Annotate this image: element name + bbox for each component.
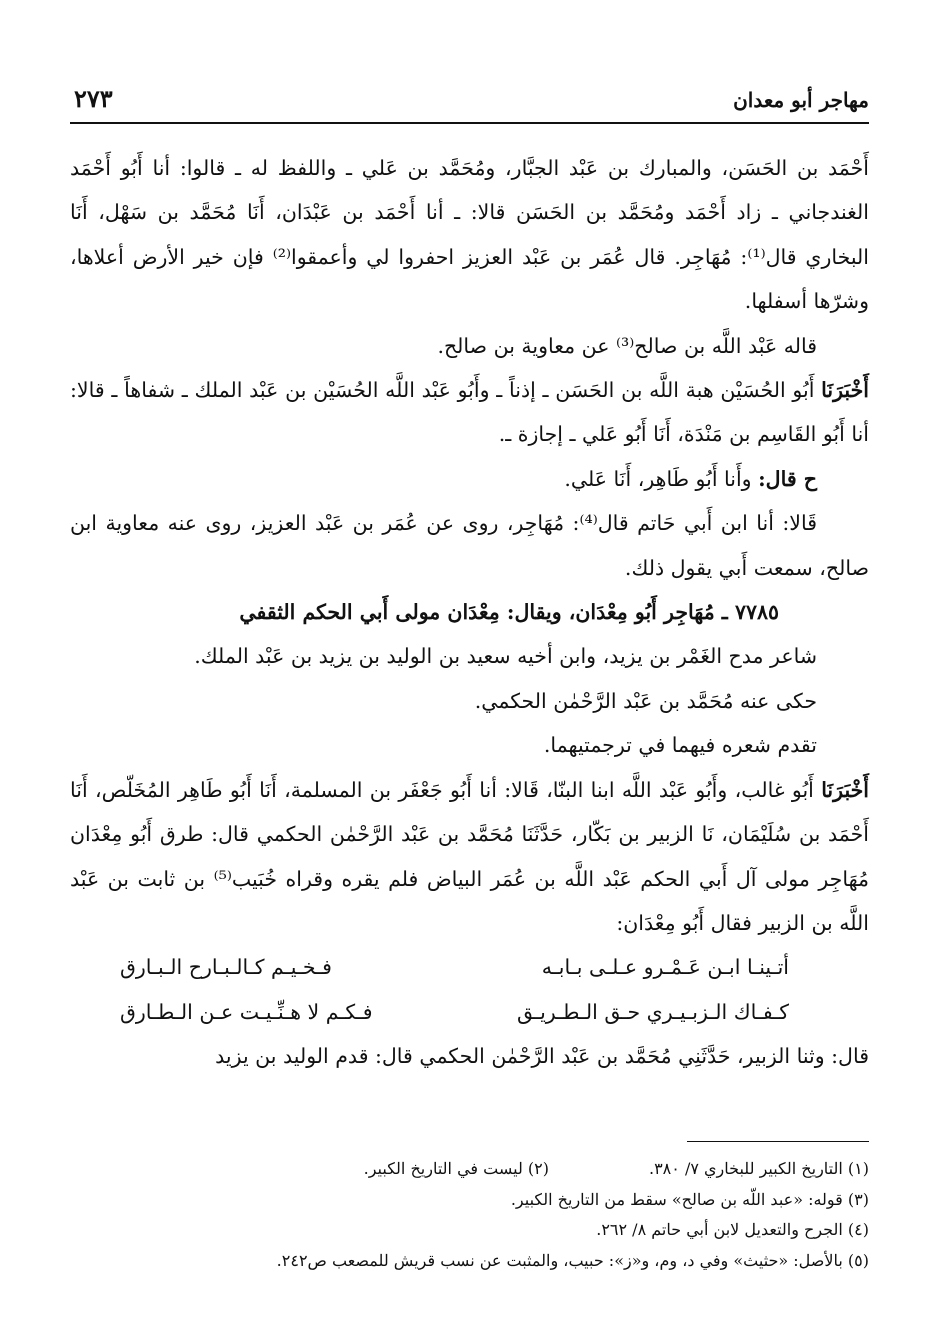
keyword-akhbarana: أَخْبَرَنَا: [821, 777, 870, 802]
footnotes: [120, 1154, 869, 1276]
paragraph: ح قال: وأَنا أَبُو طَاهِر، أَنَا عَلي.: [564, 466, 817, 491]
paragraph: قَالا: أنا ابن أَبي حَاتم قال⁽⁴⁾: مُهَاجِر، روى عن عُمَر بن عَبْد العزيز، روى عنه معاوية ابن صالح، سمعت أَبي يقول ذلك.: [70, 511, 869, 580]
footnote: (٤) الجرح والتعديل لابن أبي حاتم ٨/ ٢٦٢.: [596, 1220, 869, 1239]
verse-first-hemistich: كـفـاك الـزبـيـري حـق الـطـريـق: [516, 999, 789, 1024]
header-rule: [70, 122, 869, 124]
paragraph: أَخْبَرَنَا أَبُو غالب، وأَبُو عَبْد اللَّه ابنا البنّا، قَالا: أنا أَبُو جَعْفَر بن المسلمة، أَنَا أَبُو طَاهِر المُخَلّص، أَنَا أَحْمَد بن سُلَيْمَان، نَا الزبير بن بَكّار، حَدَّثَنَا مُحَمَّد بن عَبْد الرَّحْمٰن الحكمي قال: طرق أَبُو مِعْدَان مُهَاجِر مولى آل أَبي الحكم عَبْد اللَّه بن عُمَر البياض فلم يقره وقراه خُبَيب⁽⁵⁾ بن ثابت بن عَبْد اللَّه بن الزبير فقال أَبُو مِعْدَان:: [70, 777, 870, 935]
paragraph: حكى عنه مُحَمَّد بن عَبْد الرَّحْمٰن الحكمي.: [474, 688, 817, 713]
running-title: مهاجر أبو معدان: [733, 88, 869, 112]
paragraph: أَحْمَد بن الحَسَن، والمبارك بن عَبْد الجبَّار، ومُحَمَّد بن عَلي ـ واللفظ له ـ قالوا: أنا أَبُو أَحْمَد الغندجاني ـ زاد أَحْمَد ومُحَمَّد بن الحَسَن قالا: ـ أنا أَحْمَد بن عَبْدَان، أَنَا مُحَمَّد بن سَهْل، أَنَا البخاري قال⁽¹⁾: مُهَاجِر. قال عُمَر بن عَبْد العزيز احفروا لي وأعمقوا⁽²⁾ فإن خير الأرض أعلاها، وشرّها أسفلها.: [70, 156, 869, 314]
footnote: (٥) بالأصل: «حثيث» وفي د، وم، و«ز»: حبيب، والمثبت عن نسب قريش للمصعب ص٢٤٢.: [276, 1250, 869, 1270]
verse-second-hemistich: فـخـيـم كـالـبـارح الـبـارق: [120, 955, 332, 980]
footnote-rule: [687, 1141, 869, 1142]
main-text: [70, 146, 869, 1079]
footnote-row: [120, 1154, 869, 1185]
verse-line: [120, 990, 789, 1034]
entry-heading: ٧٧٨٥ ـ مُهَاجِر أَبُو مِعْدَان، ويقال: مِعْدَان مولى أَبي الحكم الثقفي: [239, 600, 779, 625]
keyword-akhbarana: أَخْبَرَنَا: [821, 378, 869, 403]
paragraph: أَخْبَرَنَا أَبُو الحُسَيْن هبة اللَّه بن الحَسَن ـ إذناً ـ وأَبُو عَبْد اللَّه الحُسَيْن بن عَبْد الملك ـ شفاهاً ـ قالا: أنا أَبُو القَاسِم بن مَنْدَة، أَنَا أَبُو عَلي ـ إجازة ـ.: [70, 378, 869, 447]
keyword-ha-qal: ح قال:: [758, 466, 817, 491]
paragraph: قال: وثنا الزبير، حَدَّثَنِي مُحَمَّد بن عَبْد الرَّحْمٰن الحكمي قال: قدم الوليد بن يزيد: [215, 1044, 869, 1069]
footnote: (١) التاريخ الكبير للبخاري ٧/ ٣٨٠.: [648, 1159, 869, 1178]
verse-first-hemistich: أتـينـا ابـن عَـمْـرو عـلـى بـابـه: [541, 955, 789, 980]
verse-line: [120, 945, 789, 989]
page-number: ٢٧٣: [74, 84, 113, 113]
page-header: [74, 84, 869, 118]
poem: [120, 945, 789, 1034]
paragraph: شاعر مدح الغَمْر بن يزيد، وابن أخيه سعيد بن الوليد بن يزيد بن عَبْد الملك.: [194, 644, 817, 669]
footnote: (٣) قوله: «عبد اللّه بن صالح» سقط من التاريخ الكبير.: [510, 1189, 869, 1209]
footnote: (٢) ليست في التاريخ الكبير.: [363, 1159, 549, 1178]
paragraph: تقدم شعره فيهما في ترجمتيهما.: [543, 733, 817, 758]
paragraph: قاله عَبْد اللَّه بن صالح⁽³⁾ عن معاوية بن صالح.: [437, 333, 817, 358]
verse-second-hemistich: فـكـم لا هـنِّـيـت عـن الـطـارق: [120, 999, 373, 1024]
